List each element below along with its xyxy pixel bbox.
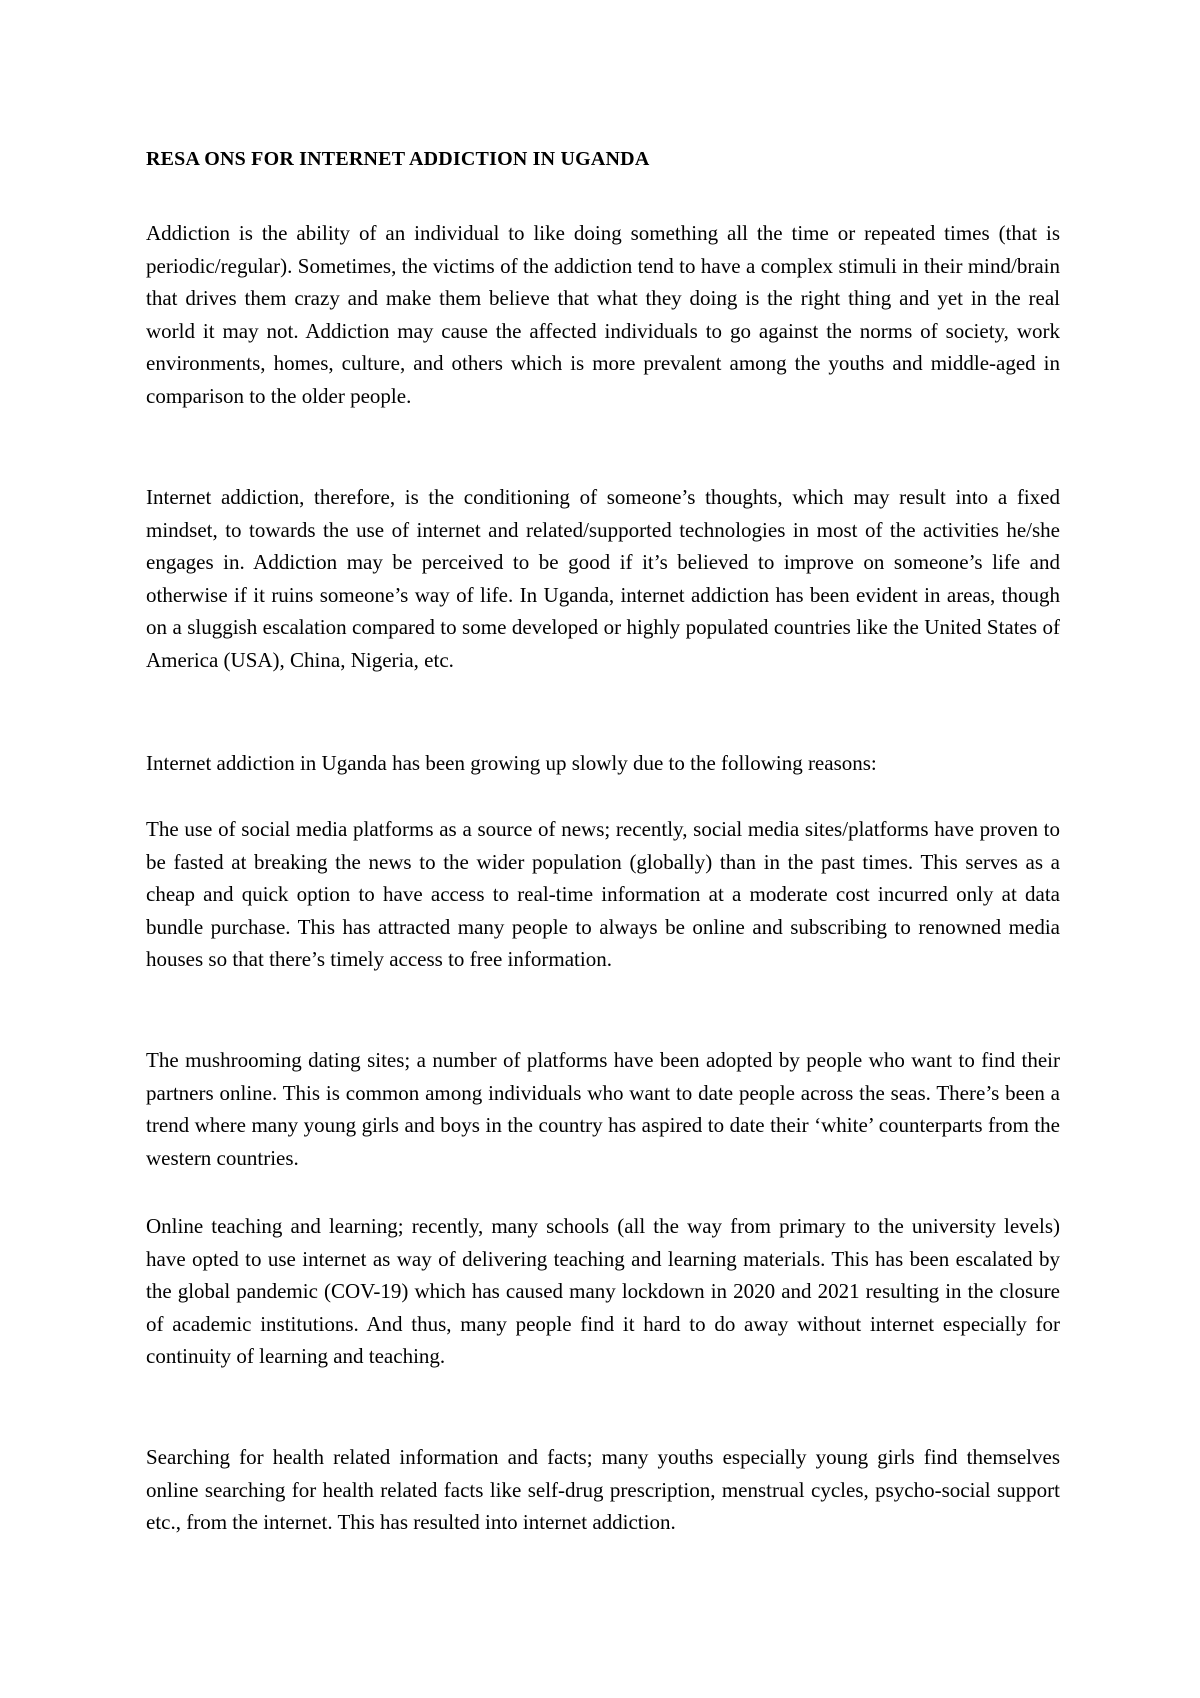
paragraph-internet-addiction: Internet addiction, therefore, is the conditioning of someone’s thoughts, which may result into a fixed mindset, to towards the use of internet and related/supported technologies in most of the activities he/she engages in. Addiction may be perceived to be good if it’s believed to improve on someone’s life and otherwise if it ruins someone’s way of life. In Uganda, internet addiction has been evident in areas, though on a sluggish escalation compared to some developed or highly populated countries like the United States of America (USA), China, Nigeria, etc.: [146, 485, 1060, 672]
paragraph-reasons-intro: Internet addiction in Uganda has been growing up slowly due to the following reasons:: [146, 751, 877, 775]
paragraph-social-media: The use of social media platforms as a source of news; recently, social media sites/platforms have proven to be fasted at breaking the news to the wider population (globally) than in the past times. This serves as a cheap and quick option to have access to real-time information at a moderate cost incurred only at data bundle purchase. This has attracted many people to always be online and subscribing to renowned media houses so that there’s timely access to free information.: [146, 817, 1060, 971]
paragraph-health-information: Searching for health related information and facts; many youths especially young girls find themselves online searching for health related facts like self-drug prescription, menstrual cycles, psycho-social support etc., from the internet. This has resulted into internet addiction.: [146, 1445, 1060, 1534]
paragraph-online-learning: Online teaching and learning; recently, many schools (all the way from primary to the university levels) have opted to use internet as way of delivering teaching and learning materials. This has been escalated by the global pandemic (COV-19) which has caused many lockdown in 2020 and 2021 resulting in the closure of academic institutions. And thus, many people find it hard to do away without internet especially for continuity of learning and teaching.: [146, 1214, 1060, 1368]
paragraph-addiction-definition: Addiction is the ability of an individual to like doing something all the time or repeated times (that is periodic/regular). Sometimes, the victims of the addiction tend to have a complex stimuli in their mind/brain that drives them crazy and make them believe that what they doing is the right thing and yet in the real world it may not. Addiction may cause the affected individuals to go against the norms of society, work environments, homes, culture, and others which is more prevalent among the youths and middle-aged in comparison to the older people.: [146, 221, 1060, 408]
paragraph-dating-sites: The mushrooming dating sites; a number of platforms have been adopted by people who want to find their partners online. This is common among individuals who want to date people across the seas. There’s been a trend where many young girls and boys in the country has aspired to date their ‘white’ counterparts from the western countries.: [146, 1048, 1060, 1170]
document-title: RESA ONS FOR INTERNET ADDICTION IN UGANDA: [146, 148, 650, 170]
